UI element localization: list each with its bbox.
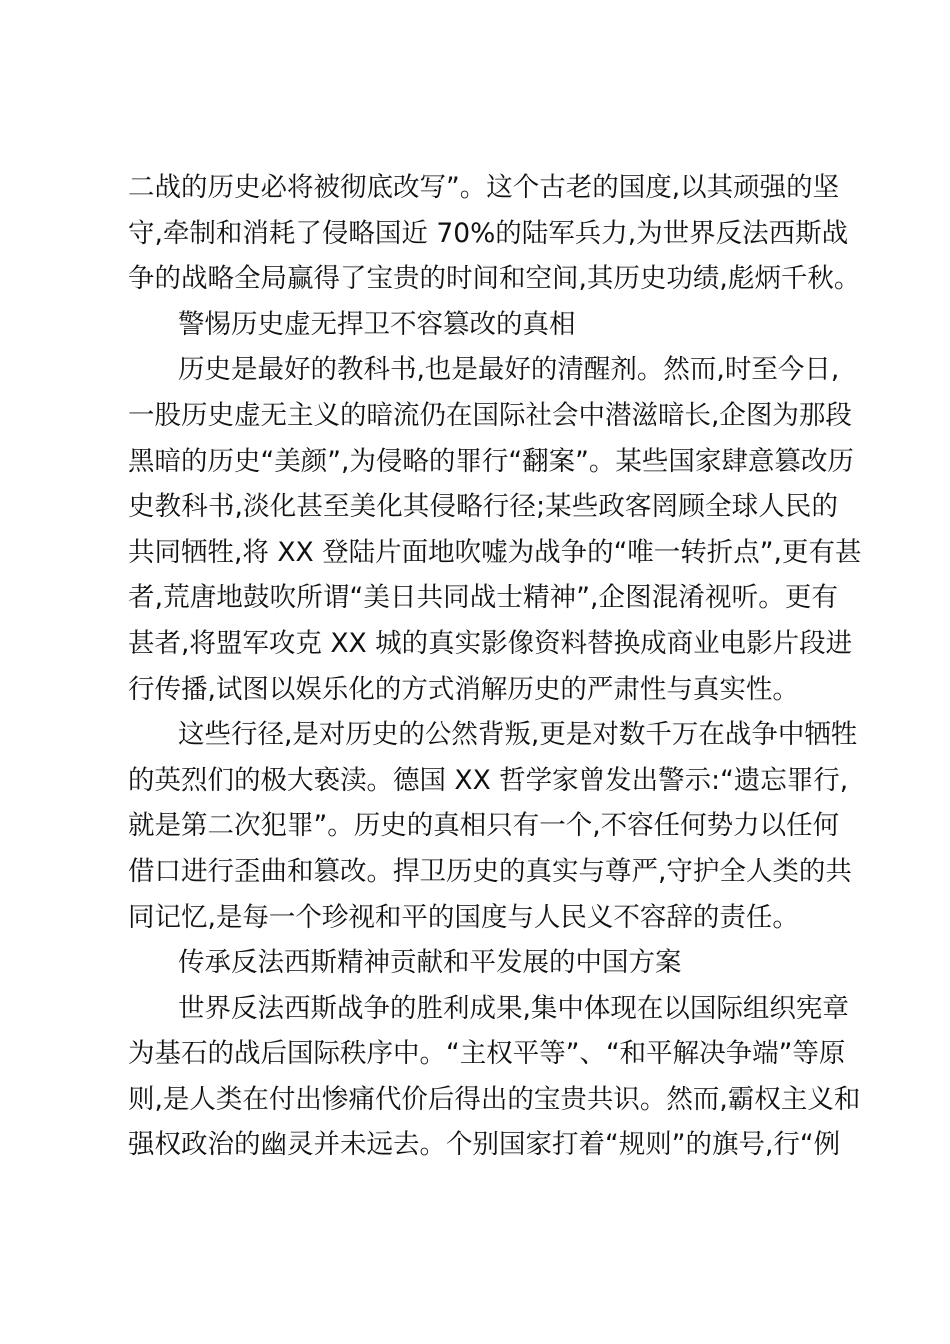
heading-text: 警惕历史虚无捍卫不容篡改的真相 xyxy=(178,308,576,340)
section-heading xyxy=(128,940,838,986)
text-line: 行传播,试图以娱乐化的方式消解历史的严肃性与真实性。 xyxy=(128,673,799,705)
text-line: 共同牺牲,将 XX 登陆片面地吹嘘为战争的“唯一转折点”,更有甚 xyxy=(128,536,862,568)
text-line: 世界反法西斯战争的胜利成果,集中体现在以国际组织宪章 xyxy=(178,992,849,1024)
paragraph xyxy=(128,986,861,1168)
paragraph xyxy=(128,347,862,712)
text-line: 守,牵制和消耗了侵略国近 70%的陆军兵力,为世界反法西斯战 xyxy=(128,217,849,249)
text-line: 争的战略全局赢得了宝贵的时间和空间,其历史功绩,彪炳千秋。 xyxy=(128,263,861,295)
text-line: 历史是最好的教科书,也是最好的清醒剂。然而,时至今日, xyxy=(178,354,840,386)
paragraph xyxy=(128,712,858,940)
text-line: 这些行径,是对历史的公然背叛,更是对数千万在战争中牺牲 xyxy=(178,719,858,751)
text-line: 借口进行歪曲和篡改。捍卫历史的真实与尊严,守护全人类的共 xyxy=(128,855,852,887)
text-line: 一股历史虚无主义的暗流仍在国际社会中潜滋暗长,企图为那段 xyxy=(128,399,852,431)
text-line: 的英烈们的极大亵渎。德国 XX 哲学家曾发出警示:“遗忘罪行, xyxy=(128,764,849,796)
paragraph xyxy=(128,165,861,302)
section-heading xyxy=(128,302,838,348)
document-page xyxy=(128,165,862,1168)
heading-text: 传承反法西斯精神贡献和平发展的中国方案 xyxy=(178,947,682,979)
text-line: 强权政治的幽灵并未远去。个别国家打着“规则”的旗号,行“例 xyxy=(128,1129,841,1161)
text-line: 则,是人类在付出惨痛代价后得出的宝贵共识。然而,霸权主义和 xyxy=(128,1083,861,1115)
text-line: 同记忆,是每一个珍视和平的国度与人民义不容辞的责任。 xyxy=(128,901,799,933)
text-line: 者,荒唐地鼓吹所谓“美日共同战士精神”,企图混淆视听。更有 xyxy=(128,582,838,614)
text-line: 甚者,将盟军攻克 XX 城的真实影像资料替换成商业电影片段进 xyxy=(128,627,853,659)
text-line: 史教科书,淡化甚至美化其侵略行径;某些政客罔顾全球人民的 xyxy=(128,491,838,523)
text-line: 为基石的战后国际秩序中。“主权平等”、“和平解决争端”等原 xyxy=(128,1038,846,1070)
text-line: 黑暗的历史“美颜”,为侵略的罪行“翻案”。某些国家肆意篡改历 xyxy=(128,445,854,477)
text-line: 二战的历史必将被彻底改写”。这个古老的国度,以其顽强的坚 xyxy=(128,172,840,203)
text-line: 就是第二次犯罪”。历史的真相只有一个,不容任何势力以任何 xyxy=(128,810,840,842)
